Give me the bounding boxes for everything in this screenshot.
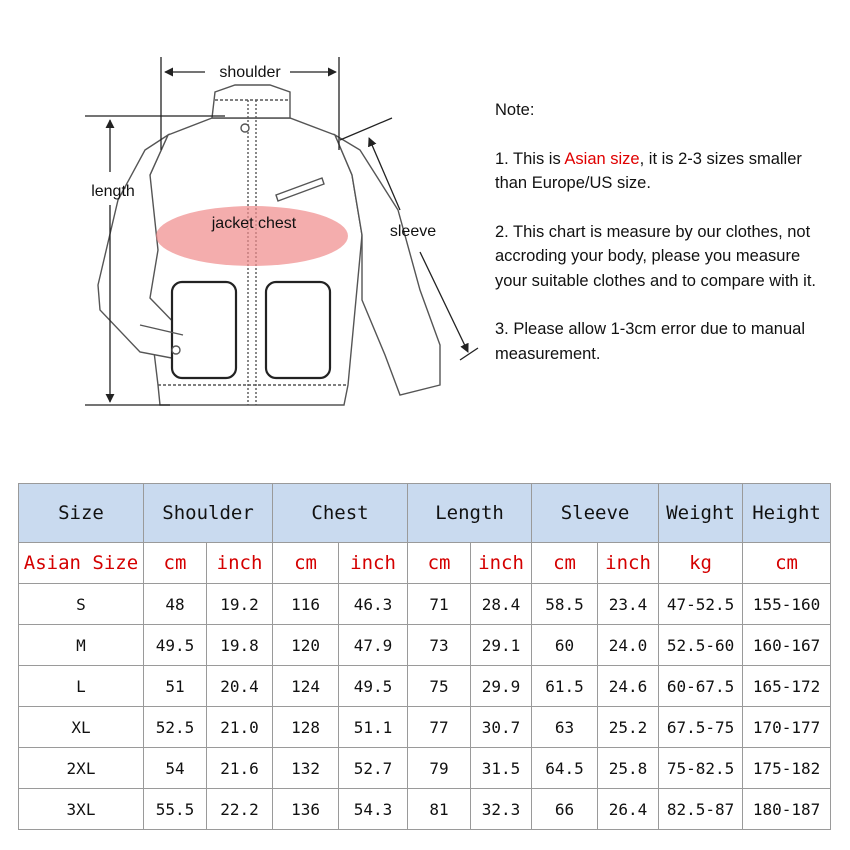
value-cell: 52.5 <box>144 707 207 748</box>
value-cell: 58.5 <box>532 584 598 625</box>
value-cell: 132 <box>273 748 339 789</box>
header-weight: Weight <box>659 484 743 543</box>
sleeve-label: sleeve <box>389 223 437 240</box>
value-cell: 47.9 <box>339 625 408 666</box>
header-size: Size <box>19 484 144 543</box>
value-cell: 175-182 <box>743 748 831 789</box>
header-row <box>19 484 831 543</box>
value-cell: 21.0 <box>207 707 273 748</box>
value-cell: 73 <box>408 625 471 666</box>
value-cell: 75 <box>408 666 471 707</box>
size-cell: M <box>19 625 144 666</box>
value-cell: 31.5 <box>471 748 532 789</box>
unit-cell: inch <box>339 543 408 584</box>
value-cell: 52.7 <box>339 748 408 789</box>
value-cell: 19.2 <box>207 584 273 625</box>
unit-cell: cm <box>743 543 831 584</box>
size-cell: XL <box>19 707 144 748</box>
units-row <box>19 543 831 584</box>
value-cell: 29.1 <box>471 625 532 666</box>
value-cell: 22.2 <box>207 789 273 830</box>
value-cell: 124 <box>273 666 339 707</box>
value-cell: 61.5 <box>532 666 598 707</box>
value-cell: 49.5 <box>144 625 207 666</box>
unit-cell: cm <box>144 543 207 584</box>
value-cell: 71 <box>408 584 471 625</box>
table-row <box>19 625 831 666</box>
value-cell: 28.4 <box>471 584 532 625</box>
table-row <box>19 707 831 748</box>
note-item-3: 3. Please allow 1-3cm error due to manual measurement. <box>495 320 805 363</box>
header-sleeve: Sleeve <box>532 484 659 543</box>
value-cell: 25.2 <box>598 707 659 748</box>
value-cell: 82.5-87 <box>659 789 743 830</box>
size-cell: L <box>19 666 144 707</box>
value-cell: 128 <box>273 707 339 748</box>
value-cell: 180-187 <box>743 789 831 830</box>
value-cell: 64.5 <box>532 748 598 789</box>
value-cell: 29.9 <box>471 666 532 707</box>
value-cell: 47-52.5 <box>659 584 743 625</box>
value-cell: 19.8 <box>207 625 273 666</box>
value-cell: 52.5-60 <box>659 625 743 666</box>
value-cell: 120 <box>273 625 339 666</box>
unit-cell: inch <box>207 543 273 584</box>
value-cell: 77 <box>408 707 471 748</box>
value-cell: 51 <box>144 666 207 707</box>
asian-size-highlight: Asian size <box>564 149 640 168</box>
value-cell: 60-67.5 <box>659 666 743 707</box>
value-cell: 21.6 <box>207 748 273 789</box>
value-cell: 116 <box>273 584 339 625</box>
value-cell: 23.4 <box>598 584 659 625</box>
jacket-measurement-diagram <box>0 0 480 440</box>
value-cell: 24.0 <box>598 625 659 666</box>
unit-cell: Asian Size <box>19 543 144 584</box>
size-chart-table <box>18 483 831 830</box>
unit-cell: inch <box>471 543 532 584</box>
value-cell: 46.3 <box>339 584 408 625</box>
value-cell: 81 <box>408 789 471 830</box>
size-cell: 2XL <box>19 748 144 789</box>
unit-cell: cm <box>532 543 598 584</box>
value-cell: 165-172 <box>743 666 831 707</box>
jacket-chest-label: jacket chest <box>211 215 297 232</box>
table-row <box>19 748 831 789</box>
value-cell: 160-167 <box>743 625 831 666</box>
value-cell: 75-82.5 <box>659 748 743 789</box>
table-row <box>19 584 831 625</box>
value-cell: 55.5 <box>144 789 207 830</box>
value-cell: 49.5 <box>339 666 408 707</box>
unit-cell: kg <box>659 543 743 584</box>
note-item-1: 1. This is Asian size, it is 2-3 sizes smaller than Europe/US size. <box>495 149 802 192</box>
table-row <box>19 789 831 830</box>
size-cell: S <box>19 584 144 625</box>
value-cell: 26.4 <box>598 789 659 830</box>
table-row <box>19 666 831 707</box>
note-item-2: 2. This chart is measure by our clothes, not accroding your body, please you measure your suitable clothes and to compare with it. <box>495 222 817 290</box>
value-cell: 67.5-75 <box>659 707 743 748</box>
value-cell: 63 <box>532 707 598 748</box>
value-cell: 25.8 <box>598 748 659 789</box>
header-length: Length <box>408 484 532 543</box>
value-cell: 66 <box>532 789 598 830</box>
unit-cell: cm <box>273 543 339 584</box>
header-chest: Chest <box>273 484 408 543</box>
value-cell: 24.6 <box>598 666 659 707</box>
value-cell: 54.3 <box>339 789 408 830</box>
header-height: Height <box>743 484 831 543</box>
value-cell: 54 <box>144 748 207 789</box>
value-cell: 79 <box>408 748 471 789</box>
size-note <box>495 98 835 390</box>
unit-cell: cm <box>408 543 471 584</box>
value-cell: 30.7 <box>471 707 532 748</box>
value-cell: 20.4 <box>207 666 273 707</box>
length-label: length <box>91 183 135 200</box>
value-cell: 170-177 <box>743 707 831 748</box>
value-cell: 60 <box>532 625 598 666</box>
shoulder-label: shoulder <box>219 64 281 81</box>
header-shoulder: Shoulder <box>144 484 273 543</box>
value-cell: 136 <box>273 789 339 830</box>
value-cell: 51.1 <box>339 707 408 748</box>
note-title: Note: <box>495 101 535 119</box>
size-cell: 3XL <box>19 789 144 830</box>
value-cell: 32.3 <box>471 789 532 830</box>
unit-cell: inch <box>598 543 659 584</box>
value-cell: 155-160 <box>743 584 831 625</box>
value-cell: 48 <box>144 584 207 625</box>
